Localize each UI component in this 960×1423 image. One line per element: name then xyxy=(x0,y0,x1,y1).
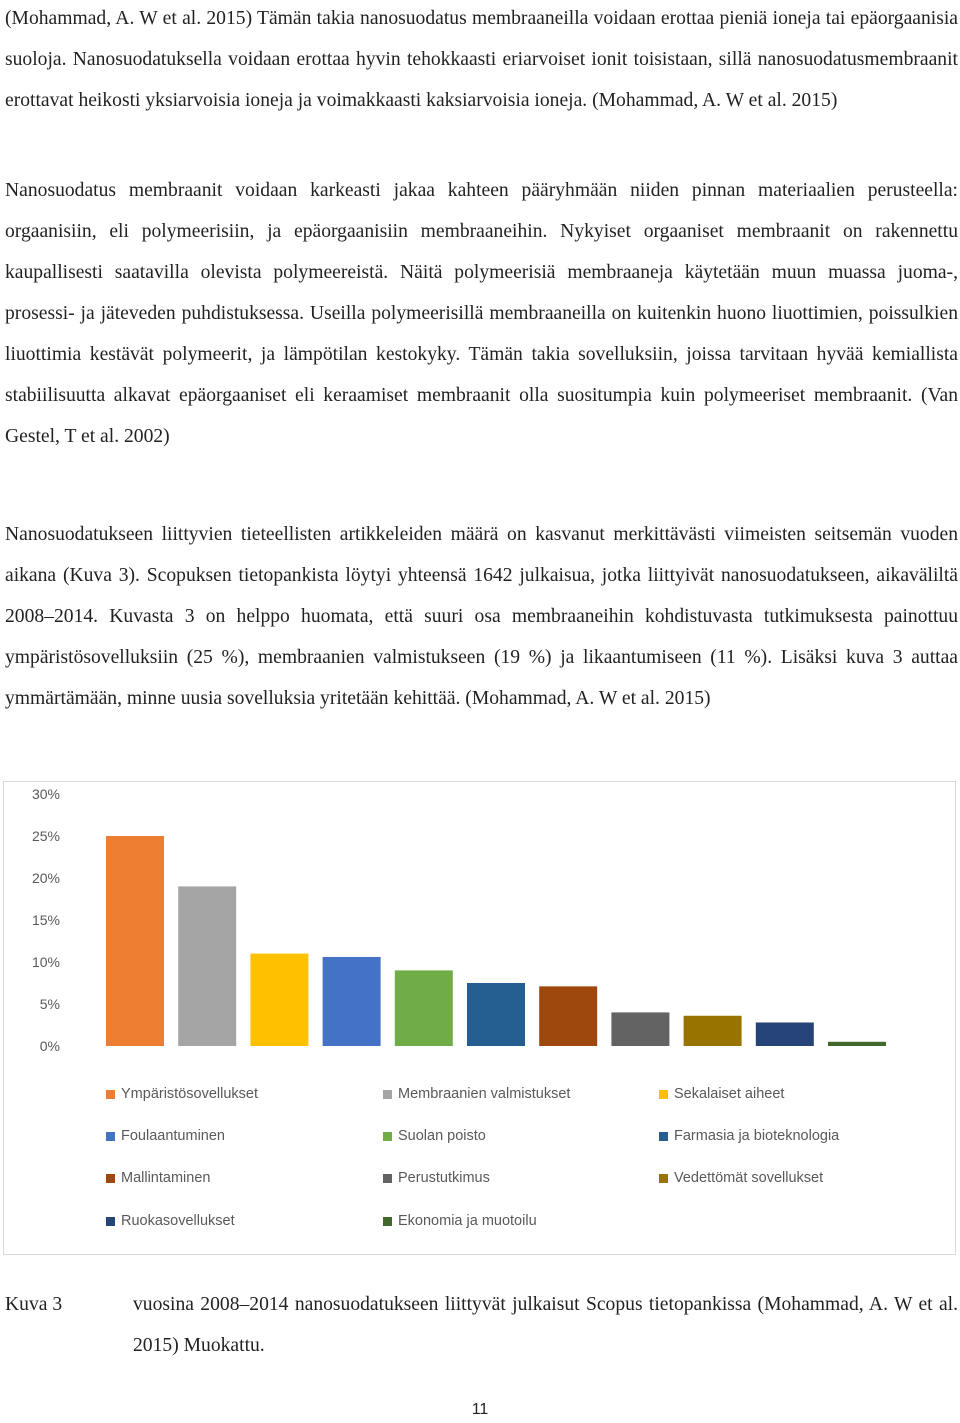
paragraph-3: Nanosuodatukseen liittyvien tieteellisten artikkeleiden määrä on kasvanut merkittävästi viimeisten seitsemän vuoden aikana (Kuva 3). Scopuksen tietopankista löytyi yhteensä 1642 julkaisua, jotka liittyivät nanosuodatukseen, aikaväliltä 2008–2014. Kuvasta 3 on helppo huomata, että suuri osa membraaneihin kohdistuvasta tutkimuksesta painottuu ympäristösovelluksiin (25 %), membraanien valmistukseen (19 %) ja likaantumiseen (11 %). Lisäksi kuva 3 auttaa ymmärtämään, minne uusia sovelluksia yritetään kehittää. (Mohammad, A. W et al. 2015) xyxy=(5,524,958,709)
legend-swatch xyxy=(383,1174,392,1183)
figure-label: Kuva 3 xyxy=(5,1294,63,1315)
legend-label: Mallintaminen xyxy=(121,1170,211,1186)
y-tick-label: 20% xyxy=(31,870,60,886)
legend-swatch xyxy=(106,1132,115,1141)
legend-item xyxy=(106,1168,210,1188)
legend-label: Ekonomia ja muotoilu xyxy=(398,1213,537,1229)
y-tick-label: 0% xyxy=(39,1038,60,1054)
legend-label: Vedettömät sovellukset xyxy=(674,1170,824,1186)
y-tick-label: 15% xyxy=(31,912,60,928)
legend-item xyxy=(106,1211,235,1231)
y-tick-label: 25% xyxy=(31,828,60,844)
legend-swatch xyxy=(383,1217,392,1226)
legend-swatch xyxy=(659,1132,668,1141)
chart-legend xyxy=(4,782,955,1254)
legend-item xyxy=(383,1126,486,1146)
legend-swatch xyxy=(106,1217,115,1226)
legend-label: Foulaantuminen xyxy=(121,1128,225,1144)
legend-item xyxy=(659,1084,784,1104)
page-number: 11 xyxy=(471,1401,489,1418)
legend-item xyxy=(383,1084,570,1104)
legend-item xyxy=(659,1168,823,1188)
legend-label: Farmasia ja bioteknologia xyxy=(674,1128,840,1144)
legend-label: Ruokasovellukset xyxy=(121,1213,235,1229)
legend-item xyxy=(383,1211,537,1231)
legend-item xyxy=(659,1126,839,1146)
legend-label: Sekalaiset aiheet xyxy=(674,1086,785,1102)
y-tick-label: 30% xyxy=(31,786,60,802)
paragraph-2: Nanosuodatus membraanit voidaan karkeasti jakaa kahteen pääryhmään niiden pinnan materiaalien perusteella: orgaanisiin, eli polymeerisiin, ja epäorgaanisiin membraaneihin. Nykyiset orgaaniset membraanit on rakennettu kaupallisesti saatavilla olevista polymeereistä. Näitä polymeerisiä membraaneja käytetään muun muassa juoma-, prosessi- ja jäteveden puhdistuksessa. Useilla polymeerisillä membraaneilla on kuitenkin huono liuottimien, poissulkien liuottimia kestävät polymeerit, ja lämpötilan kestokyky. Tämän takia sovelluksiin, joissa tarvitaan hyvää kemiallista stabiilisuutta alkavat epäorgaaniset eli keraamiset membraanit olla suositumpia kuin polymeeriset membraanit. (Van Gestel, T et al. 2002) xyxy=(5,180,958,447)
legend-item xyxy=(106,1084,258,1104)
legend-item xyxy=(106,1126,225,1146)
legend-swatch xyxy=(383,1132,392,1141)
legend-label: Suolan poisto xyxy=(398,1128,486,1144)
legend-label: Perustutkimus xyxy=(398,1170,490,1186)
legend-label: Membraanien valmistukset xyxy=(398,1086,571,1102)
paragraph-1: (Mohammad, A. W et al. 2015) Tämän takia nanosuodatus membraaneilla voidaan erottaa pieniä ioneja tai epäorgaanisia suoloja. Nanosuodatuksella voidaan erottaa hyvin tehokkaasti eriarvoiset ionit toisistaan, sillä nanosuodatusmembraanit erottavat heikosti yksiarvoisia ioneja ja voimakkaasti kaksiarvoisia ioneja. (Mohammad, A. W et al. 2015) xyxy=(5,8,958,111)
legend-swatch xyxy=(106,1090,115,1099)
legend-swatch xyxy=(106,1174,115,1183)
legend-label: Ympäristösovellukset xyxy=(121,1086,258,1102)
publications-bar-chart xyxy=(3,781,956,1255)
figure-caption: vuosina 2008–2014 nanosuodatukseen liittyvät julkaisut Scopus tietopankissa (Mohammad, A. W et al. 2015) Muokattu. xyxy=(133,1294,958,1356)
legend-swatch xyxy=(659,1174,668,1183)
legend-item xyxy=(383,1168,490,1188)
legend-swatch xyxy=(659,1090,668,1099)
legend-swatch xyxy=(383,1090,392,1099)
y-tick-label: 10% xyxy=(31,954,60,970)
y-tick-label: 5% xyxy=(39,996,60,1012)
